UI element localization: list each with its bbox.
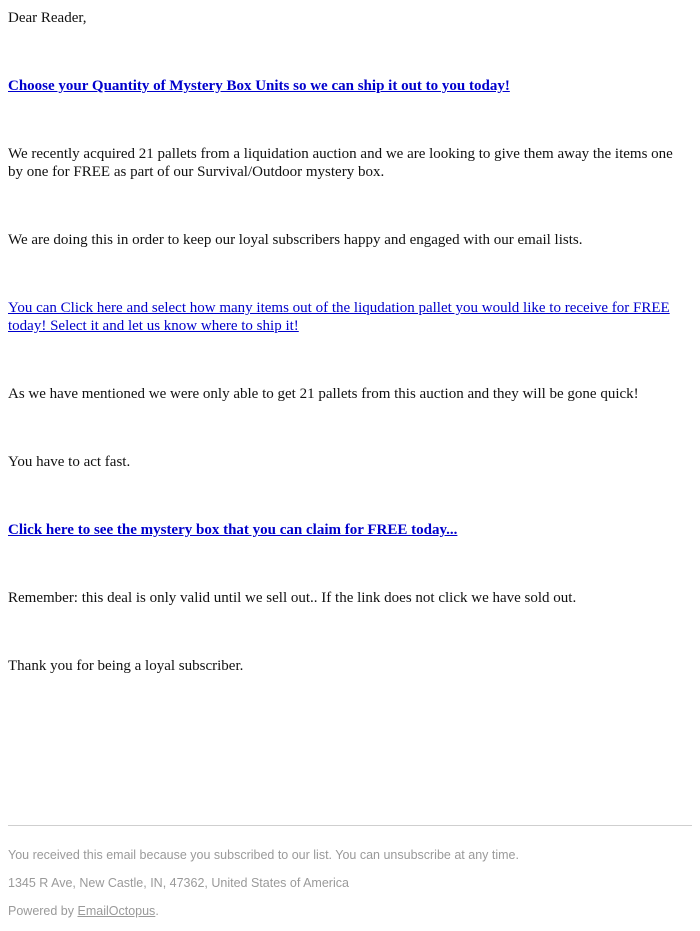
loyal-subscribers-paragraph: We are doing this in order to keep our loyal subscribers happy and engaged with our email lists. [8, 232, 583, 248]
thanks-paragraph: Thank you for being a loyal subscriber. [8, 658, 244, 674]
footer-subscription-notice: You received this email because you subscribed to our list. You can unsubscribe at any time. [8, 848, 519, 862]
powered-by-period: . [155, 904, 159, 918]
remember-paragraph: Remember: this deal is only valid until we sell out.. If the link does not click we have sold out. [8, 590, 577, 606]
greeting: Dear Reader, [8, 10, 87, 26]
emailoctopus-link[interactable]: EmailOctopus [77, 904, 156, 918]
gone-quick-paragraph: As we have mentioned we were only able to get 21 pallets from this auction and they will be gone quick! [8, 386, 639, 402]
act-fast-paragraph: You have to act fast. [8, 454, 131, 470]
powered-by-label: Powered by [8, 904, 75, 918]
footer-divider [8, 825, 692, 826]
mystery-box-paragraph [8, 521, 690, 539]
select-items-paragraph [8, 299, 690, 335]
choose-quantity-link[interactable]: Choose your Quantity of Mystery Box Units so we can ship it out to you today! [8, 78, 510, 94]
select-items-link[interactable]: You can Click here and select how many items out of the liqudation pallet you would like to receive for FREE today! Select it and let us know where to ship it! [8, 300, 670, 334]
footer-powered-by [8, 903, 690, 919]
mystery-box-link[interactable]: Click here to see the mystery box that you can claim for FREE today... [8, 522, 458, 538]
footer-address: 1345 R Ave, New Castle, IN, 47362, United States of America [8, 876, 349, 890]
acquired-paragraph: We recently acquired 21 pallets from a liquidation auction and we are looking to give them away the items one by one for FREE as part of our Survival/Outdoor mystery box. [8, 146, 673, 180]
quantity-paragraph [8, 77, 690, 95]
